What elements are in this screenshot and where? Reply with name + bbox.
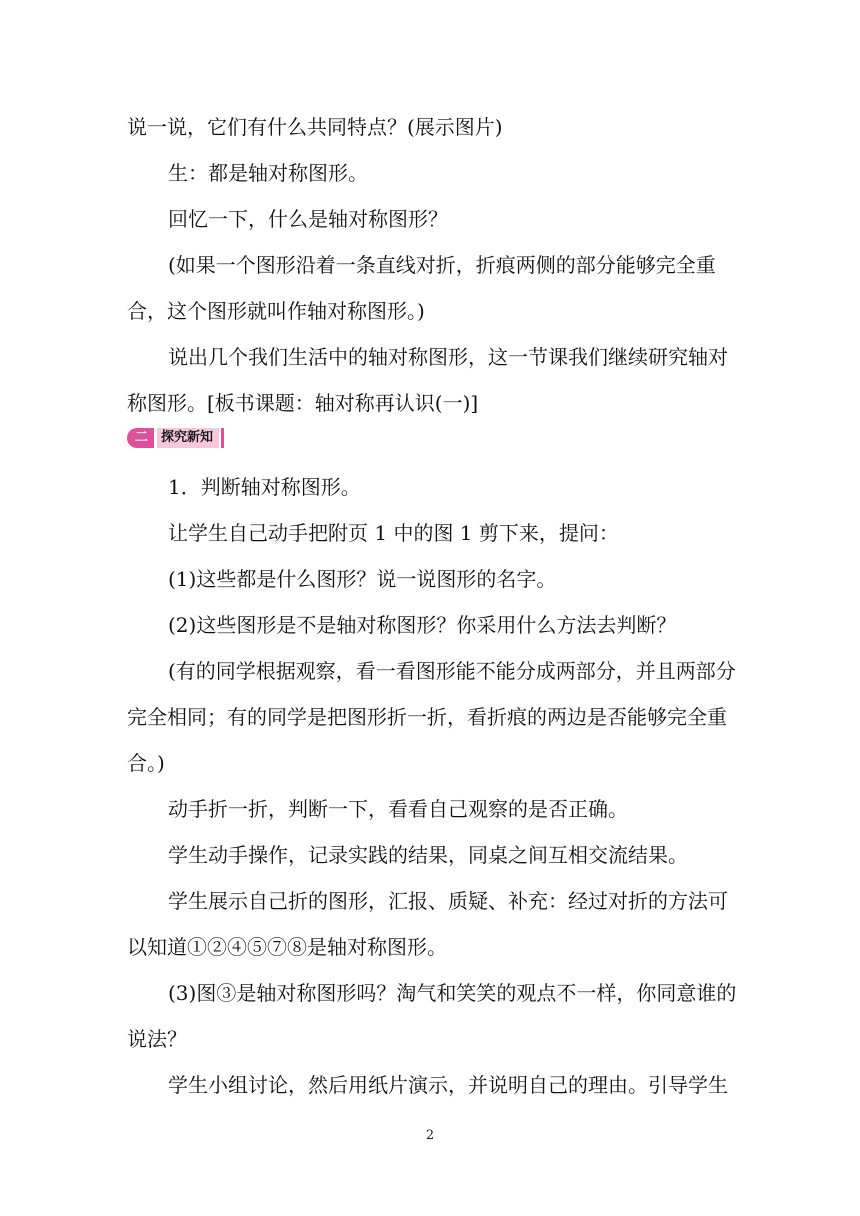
paragraph [127, 242, 737, 334]
paragraph [127, 196, 737, 242]
text-line: (1)这些都是什么图形？说一说图形的名字。 [168, 567, 557, 591]
text-line: 学生动手操作，记录实践的结果，同桌之间互相交流结果。 [168, 843, 688, 867]
text-line: 学生小组讨论，然后用纸片演示，并说明自己的理由。引导学生 [168, 1073, 728, 1097]
text-line: (2)这些图形是不是轴对称图形？你采用什么方法去判断？ [168, 613, 677, 637]
paragraph [127, 786, 737, 832]
paragraph [127, 1062, 737, 1108]
section-badge-tail [221, 428, 224, 448]
section-header [127, 426, 737, 464]
text-line: 生：都是轴对称图形。 [168, 161, 368, 185]
text-line: (有的同学根据观察，看一看图形能不能分成两部分，并且两部分 [168, 659, 736, 683]
text-line: 说出几个我们生活中的轴对称图形，这一节课我们继续研究轴对 [168, 345, 728, 369]
text-line: 说法？ [127, 1027, 187, 1051]
text-line: (如果一个图形沿着一条直线对折，折痕两侧的部分能够完全重 [168, 253, 716, 277]
section-badge [127, 428, 224, 448]
intro-text-block [127, 104, 737, 426]
paragraph [127, 556, 737, 602]
paragraph [127, 602, 737, 648]
paragraph [127, 878, 737, 970]
text-line: 动手折一折，判断一下，看看自己观察的是否正确。 [168, 797, 628, 821]
text-line: 合。) [127, 751, 165, 775]
section-number: 二 [127, 428, 154, 448]
section-title: 探究新知 [154, 428, 219, 448]
paragraph [127, 464, 737, 510]
text-line: 1．判断轴对称图形。 [168, 475, 361, 499]
paragraph [127, 970, 737, 1062]
text-line: 称图形。[板书课题：轴对称再认识(一)] [127, 391, 479, 415]
section-text-block [127, 464, 737, 1108]
text-line: 说一说，它们有什么共同特点？(展示图片) [127, 115, 503, 139]
text-line: 让学生自己动手把附页 1 中的图 1 剪下来，提问： [168, 521, 619, 545]
paragraph [127, 510, 737, 556]
text-line: (3)图③是轴对称图形吗？淘气和笑笑的观点不一样，你同意谁的 [168, 981, 737, 1005]
paragraph [127, 334, 737, 426]
paragraph [127, 104, 737, 150]
page-number: 2 [425, 1128, 435, 1143]
text-line: 完全相同；有的同学是把图形折一折，看折痕的两边是否能够完全重 [127, 705, 727, 729]
paragraph [127, 832, 737, 878]
text-line: 以知道①②④⑤⑦⑧是轴对称图形。 [127, 935, 447, 959]
document-body [127, 104, 737, 1108]
paragraph [127, 648, 737, 786]
paragraph [127, 150, 737, 196]
text-line: 学生展示自己折的图形，汇报、质疑、补充：经过对折的方法可 [168, 889, 728, 913]
text-line: 合，这个图形就叫作轴对称图形。) [127, 299, 425, 323]
text-line: 回忆一下，什么是轴对称图形？ [168, 207, 448, 231]
